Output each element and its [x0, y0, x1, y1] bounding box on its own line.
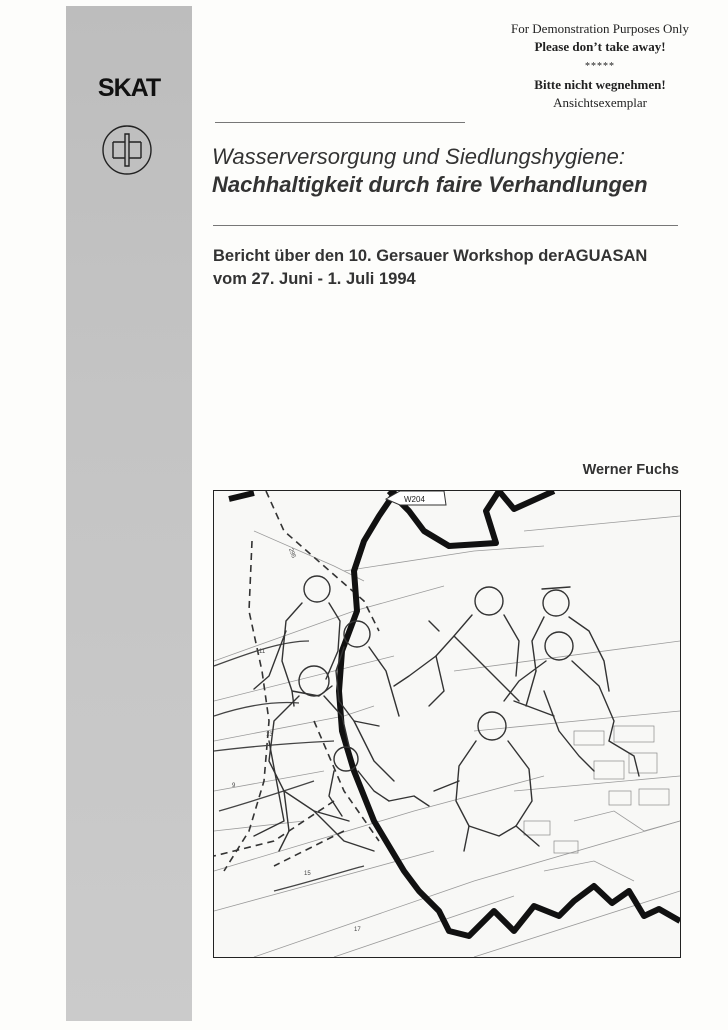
- svg-text:9: 9: [232, 783, 236, 789]
- notice-line-1: For Demonstration Purposes Only: [510, 21, 690, 36]
- workshop-figures: [254, 576, 639, 851]
- bold-boundary-line: [229, 491, 680, 936]
- svg-text:17: 17: [354, 927, 361, 933]
- notice-stars: *****: [585, 61, 615, 72]
- figure-6: [504, 632, 639, 776]
- top-divider: [215, 122, 465, 123]
- figure-2: [254, 666, 374, 851]
- figure-8: [329, 747, 429, 816]
- demo-notice: [480, 20, 720, 112]
- cover-illustration: [213, 490, 681, 958]
- figure-1: [254, 576, 340, 706]
- figure-4: [394, 587, 519, 706]
- notice-line-3: Bitte nicht wegnehmen!: [534, 77, 666, 92]
- notice-line-2: Please don’t take away!: [534, 39, 666, 54]
- notice-line-4: Ansichtsexemplar: [553, 95, 647, 110]
- svg-text:11: 11: [259, 649, 266, 655]
- figure-5: [526, 587, 609, 706]
- subtitle-line-2: vom 27. Juni - 1. Juli 1994: [213, 270, 416, 288]
- subtitle-line-1: Bericht über den 10. Gersauer Workshop derAGUASAN: [213, 247, 648, 265]
- skat-logo: SKAT: [97, 74, 161, 102]
- title-divider: [213, 225, 678, 226]
- svg-text:13: 13: [266, 732, 273, 738]
- map-illustration: [214, 491, 680, 957]
- road-label: W204: [404, 495, 425, 504]
- town-blocks: [524, 726, 669, 853]
- svg-text:15: 15: [304, 871, 311, 877]
- svg-text:295: 295: [287, 547, 297, 560]
- dashed-boundaries: [214, 491, 379, 871]
- title-line-2: Nachhaltigkeit durch faire Verhandlungen: [212, 172, 648, 197]
- title-line-1: Wasserversorgung und Siedlungshygiene:: [212, 144, 625, 169]
- author-name: Werner Fuchs: [582, 462, 679, 478]
- skat-emblem-icon: [99, 124, 155, 176]
